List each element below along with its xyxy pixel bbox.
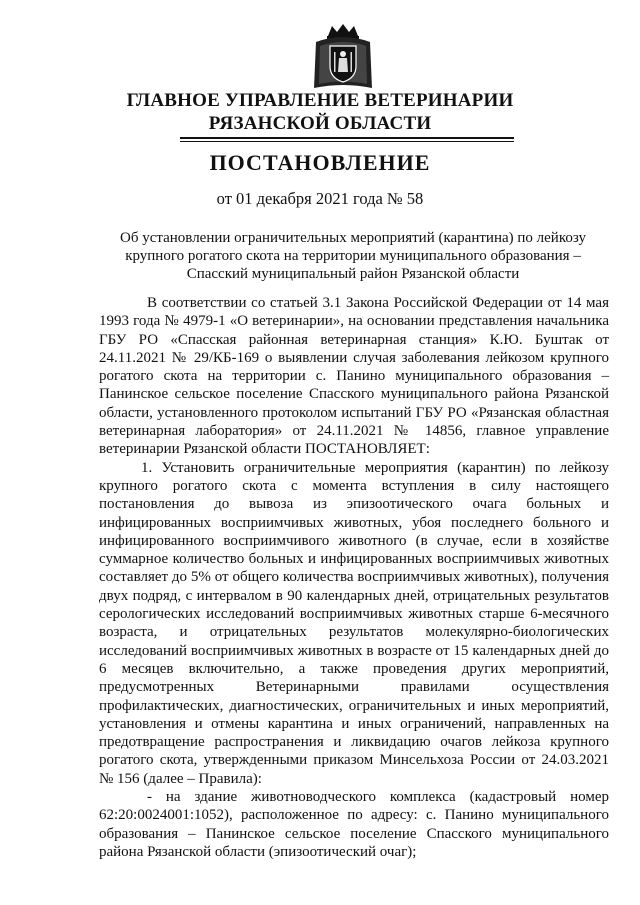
coat-of-arms-icon [310,22,376,92]
header-rule-thick [180,137,514,139]
document-subject: Об установлении ограничительных мероприятий (карантина) по лейкозу крупного рогатого скота на территории муниципального образования – Спасский муниципальный район Рязанской области [120,230,586,282]
org-name-line2: РЯЗАНСКОЙ ОБЛАСТИ [208,113,432,134]
org-name-line1: ГЛАВНОЕ УПРАВЛЕНИЕ ВЕТЕРИНАРИИ [126,90,514,111]
item-1-paragraph: 1. Установить ограничительные мероприятия (карантин) по лейкозу крупного рогатого скота с момента вступления в силу настоящего постановления до вывоза из эпизоотического очага больных и инфицированных восприимчивых животных, убоя последнего больного и инфицированного восприимчивого животного (в случае, если в хозяйстве суммарное количество больных и инфицированных восприимчивых животных составляет до 5% от общего количества восприимчивых животных), получения двух подряд, с интервалом в 90 календарных дней, отрицательных результатов серологических исследований восприимчивых животных старше 6-месячного возраста, и отрицательных результатов молекулярно-биологических исследований восприимчивых животных в возрасте от 15 календарных дней до 6 месяцев включительно, а также проведения других мероприятий, предусмотренных Ветеринарными правилами осуществления профилактических, диагностических, ограничительных и иных мероприятий, установления и отмены карантина и иных ограничений, направленных на предотвращение распространения и ликвидацию очагов лейкоза крупного рогатого скота, утвержденными приказом Минсельхоза России от 24.03.2021 № 156 (далее – Правила): [99,459,609,787]
item-1-subitem-paragraph: - на здание животноводческого комплекса (кадастровый номер 62:20:0024001:1052), расположенное по адресу: с. Панино муниципального образования – Панинское сельское поселение Спасского муниципального района Рязанской области (эпизоотический очаг); [99,789,609,860]
document-type-title: ПОСТАНОВЛЕНИЕ [209,150,431,175]
document-body [99,294,609,861]
document-date-number: от 01 декабря 2021 года № 58 [216,189,424,208]
header-rule-thin [180,141,514,142]
preamble-paragraph: В соответствии со статьей 3.1 Закона Российской Федерации от 14 мая 1993 года № 4979-1 «О ветеринарии», на основании представления начальника ГБУ РО «Спасская районная ветеринарная станция» К.Ю. Буштак от 24.11.2021 № 29/КБ-169 о выявлении случая заболевания лейкозом крупного рогатого скота на территории с. Панино муниципального образования – Панинское сельское поселение Спасского муниципального района Рязанской области, установленного протоколом испытаний ГБУ РО «Рязанская областная ветеринарная лаборатория» от 24.11.2021 № 14856, главное управление ветеринарии Рязанской области ПОСТАНОВЛЯЕТ: [99,295,609,458]
